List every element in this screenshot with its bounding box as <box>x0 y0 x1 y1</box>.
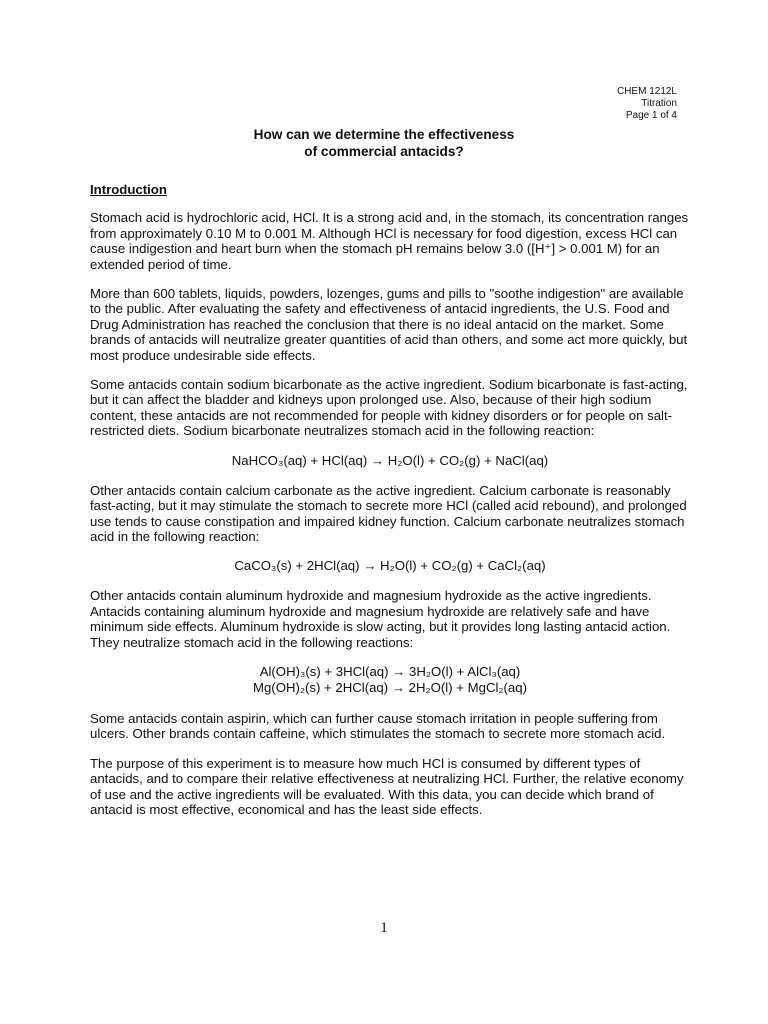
page-indicator: Page 1 of 4 <box>625 110 677 121</box>
title-line-2: of commercial antacids? <box>304 144 464 159</box>
paragraph-stomach-acid: Stomach acid is hydrochloric acid, HCl. It is a strong acid and, in the stomach, its concentration ranges from approximately 0.10 M to 0.001 M. Although HCl is necessary for food digestion, excess HCl can cause indigestion and heart burn when the stomach pH remains below 3.0 ([H⁺] > 0.001 M) for an extended period of time. <box>90 210 689 272</box>
equation-calcium-carbonate: CaCO₃(s) + 2HCl(aq) → H₂O(l) + CO₂(g) + CaCl₂(aq) <box>234 558 546 574</box>
equation-magnesium-hydroxide: Mg(OH)₂(s) + 2HCl(aq) → 2H₂O(l) + MgCl₂(aq) <box>252 680 527 696</box>
paragraph-hydroxides: Other antacids contain aluminum hydroxide and magnesium hydroxide as the active ingredients. Antacids containing aluminum hydroxide and magnesium hydroxide are relatively safe and have minimum side effects. Aluminum hydroxide is slow acting, but it provides long lasting antacid action. They neutralize stomach acid in the following reactions: <box>90 588 671 650</box>
equation-sodium-bicarbonate: NaHCO₃(aq) + HCl(aq) → H₂O(l) + CO₂(g) + NaCl(aq) <box>231 452 549 468</box>
document-title <box>0 126 768 160</box>
document-body <box>90 182 690 831</box>
running-header <box>617 86 677 122</box>
document-topic: Titration <box>641 98 677 109</box>
title-line-1: How can we determine the effectiveness <box>253 127 515 142</box>
paragraph-purpose: The purpose of this experiment is to measure how much HCl is consumed by different types of antacids, and to compare their relative effectiveness at neutralizing HCl. Further, the relative economy of use and the active ingredients will be evaluated. With this data, you can decide which brand of antacid is most effective, economical and has the least side effects. <box>90 755 684 817</box>
equation-aluminum-hydroxide: Al(OH)₃(s) + 3HCl(aq) → 3H₂O(l) + AlCl₃(aq) <box>259 663 521 679</box>
paragraph-calcium-carbonate: Other antacids contain calcium carbonate as the active ingredient. Calcium carbonate is reasonably fast-acting, but it may stimulate the stomach to secrete more HCl (called acid rebound), and prolonged use tends to cause constipation and impaired kidney function. Calcium carbonate neutralizes stomach acid in the following reaction: <box>90 482 687 544</box>
course-code: CHEM 1212L <box>616 86 677 97</box>
page-number: 1 <box>380 920 388 936</box>
paragraph-sodium-bicarbonate: Some antacids contain sodium bicarbonate as the active ingredient. Sodium bicarbonate is fast-acting, but it can affect the bladder and kidneys upon prolonged use. Also, because of their high sodium content, these antacids are not recommended for people with kidney disorders or for people on salt-restricted diets. Sodium bicarbonate neutralizes stomach acid in the following reaction: <box>90 377 688 439</box>
section-heading: Introduction <box>90 182 167 197</box>
equation-group-hydroxides <box>90 664 690 697</box>
paragraph-antacid-market: More than 600 tablets, liquids, powders, lozenges, gums and pills to "soothe indigestion" are available to the public. After evaluating the safety and effectiveness of antacid ingredients, the U.S. Food and Drug Administration has reached the conclusion that there is no ideal antacid on the market. Some brands of antacids will neutralize greater quantities of acid than others, and some act more quickly, but most produce undesirable side effects. <box>90 286 688 363</box>
paragraph-aspirin-caffeine: Some antacids contain aspirin, which can further cause stomach irritation in people suffering from ulcers. Other brands contain caffeine, which stimulates the stomach to secrete more stomach acid. <box>90 710 666 742</box>
